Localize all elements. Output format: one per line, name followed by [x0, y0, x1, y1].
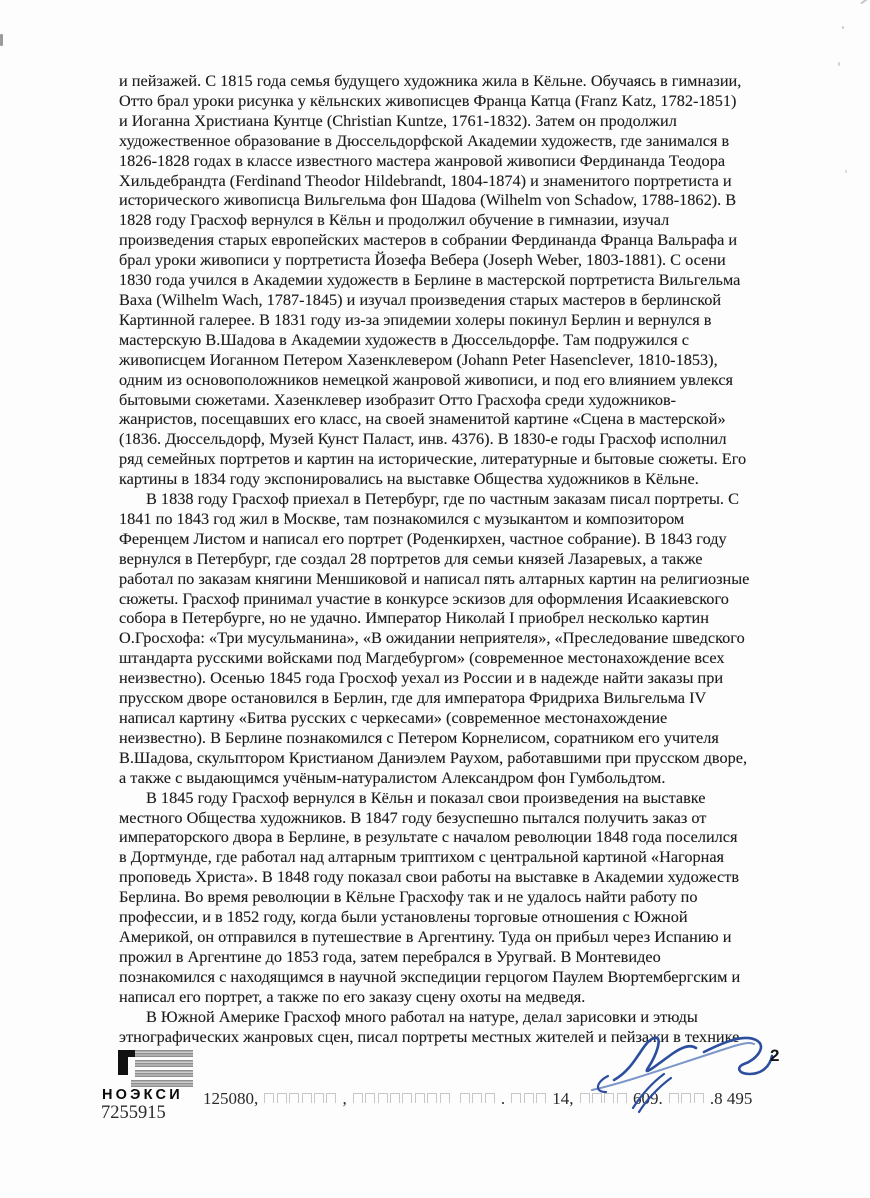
missing-glyph-box: [390, 1093, 400, 1103]
address-text: ,: [342, 1089, 347, 1108]
text-line: штандарта русскими войсками под Магдебургом» (современное местонахождение всех: [119, 648, 725, 668]
logo-stripe: [135, 1060, 193, 1067]
missing-glyph-group: [263, 1089, 337, 1109]
missing-glyph-box: [511, 1093, 521, 1103]
text-line: В.Шадова, скульптором Кристианом Даниэлем Раухом, работавшими при прусском дворе,: [119, 747, 748, 767]
text-line: художественное образование в Дюссельдорфской Академии художеств, где занимался в: [119, 130, 730, 150]
text-line: брал уроки живописи у портретиста Йозефа Вебера (Joseph Weber, 1803-1881). С осени: [119, 250, 726, 270]
logo-square-icon: [118, 1050, 127, 1057]
address-text: 14,: [552, 1089, 574, 1108]
text-line: В Южной Америке Грасхоф много работал на натуре, делал зарисовки и этюды: [146, 1006, 698, 1026]
missing-glyph-box: [472, 1093, 482, 1103]
text-line: В 1845 году Грасхоф вернулся в Кёльн и показал свои произведения на выставке: [146, 787, 706, 807]
text-line: 1828 году Грасхоф вернулся в Кёльн и продолжил обучение в гимназии, изучал: [119, 210, 670, 230]
text-line: написал его портрет, а также по его заказу сцену охоты на медведя.: [119, 986, 586, 1006]
text-line: и Иоганна Христиана Кунтце (Christian Kuntze, 1761-1832). Затем он продолжил: [119, 110, 677, 130]
missing-glyph-box: [427, 1093, 437, 1103]
text-line: неизвестно). Осенью 1845 года Гросхоф уехал из России и в надежде найти заказы при: [119, 668, 724, 688]
text-line: бытовыми сюжетами. Хазенклевер изобразит Отто Грасхофа среди художников-: [119, 389, 677, 409]
signature: [578, 1020, 790, 1138]
missing-glyph-group: [510, 1089, 547, 1109]
scan-speck: [842, 26, 844, 29]
missing-glyph-box: [440, 1093, 450, 1103]
scan-speck: [845, 170, 847, 173]
text-line: познакомился с находящимся в научной экспедиции герцогом Паулем Вюртембергским и: [119, 966, 741, 986]
text-line: неизвестно). В Берлине познакомился с Петером Корнелисом, соратником его учителя: [119, 727, 719, 747]
text-line: (1836. Дюссельдорф, Музей Кунст Паласт, инв. 4376). В 1830-е годы Грасхоф исполнил: [119, 429, 727, 449]
missing-glyph-box: [402, 1093, 412, 1103]
text-line: вернулся в Петербург, где создал 28 портретов для семьи князей Лазаревых, а также: [119, 548, 703, 568]
text-line: в Дортмунде, где работал над алтарным триптихом с центральной картиной «Нагорная: [119, 847, 725, 867]
address-text: .8 495: [709, 1089, 753, 1108]
missing-glyph-box: [289, 1093, 299, 1103]
text-line: прожил в Аргентине до 1853 года, затем перебрался в Уругвай. В Монтевидео: [119, 946, 661, 966]
missing-glyph-box: [415, 1093, 425, 1103]
text-line: Америкой, он отправился в путешествие в Аргентину. Туда он прибыл через Испанию и: [119, 926, 732, 946]
text-line: Берлина. Во время революции в Кёльне Грасхофу так и не удалось найти работу по: [119, 887, 698, 907]
scan-speck: [0, 34, 3, 46]
text-line: В 1838 году Грасхоф приехал в Петербург, где по частным заказам писал портреты. С: [146, 489, 739, 509]
missing-glyph-box: [460, 1093, 470, 1103]
missing-glyph-box: [326, 1093, 336, 1103]
address-text: 609.: [633, 1089, 663, 1108]
signature-stroke: [639, 1078, 671, 1112]
text-line: прусском дворе остановился в Берлин, где для императора Фридриха Вильгельма IV: [119, 688, 707, 708]
logo-number: 7255915: [101, 1103, 166, 1123]
text-line: произведения старых европейских мастеров в собрании Фердинанда Франца Вальрафа и: [119, 230, 738, 250]
text-line: 1830 года учился в Академии художеств в Берлине в мастерской портретиста Вильгельма: [119, 270, 741, 290]
scan-speck: [838, 62, 840, 66]
text-line: императорского двора в Берлине, в результате с началом революции 1848 года поселился: [119, 827, 738, 847]
address-text: 125080,: [203, 1089, 259, 1108]
text-line: мастерскую В.Шадова в Академии художеств в Дюссельдорфе. Там подружился с: [119, 329, 690, 349]
text-line: Хильдебрандта (Ferdinand Theodor Hildebrandt, 1804-1874) и знаменитого портретиста и: [119, 170, 732, 190]
text-line: Картинной галерее. В 1831 году из-за эпидемии холеры покинул Берлин и вернулся в: [119, 309, 712, 329]
missing-glyph-box: [277, 1093, 287, 1103]
text-line: 1826-1828 годах в классе известного мастера жанровой живописи Фердинанда Теодора: [119, 150, 726, 170]
text-line: сюжеты. Грасхоф принимал участие в конкурсе эскизов для оформления Исаакиевского: [119, 588, 729, 608]
text-line: 1841 по 1843 год жил в Москве, там познакомился с музыкантом и композитором: [119, 508, 685, 528]
text-line: исторического живописца Вильгельма фон Шадова (Wilhelm von Schadow, 1788-1862). В: [119, 190, 737, 210]
text-line: собора в Петербурге, но не удачно. Император Николай I приобрел несколько картин: [119, 608, 709, 628]
text-line: написал картину «Битва русских с черкесами» (современное местонахождение: [119, 708, 668, 727]
text-line: местного Общества художников. В 1847 году безуспешно пытался получить заказ от: [119, 807, 707, 827]
text-line: проповедь Христа». В 1848 году показал свои работы на выставке в Академии художеств: [119, 867, 740, 887]
missing-glyph-box: [485, 1093, 495, 1103]
text-line: а также с выдающимся учёным-натуралистом Александром фон Гумбольдтом.: [119, 767, 666, 787]
signature-stroke: [633, 1074, 664, 1108]
text-line: О.Гросхофа: «Три мусульманина», «В ожидании неприятеля», «Преследование шведского: [119, 628, 745, 648]
signature-stroke: [614, 1038, 696, 1080]
missing-glyph-group: [459, 1089, 496, 1109]
missing-glyph-box: [353, 1093, 363, 1103]
missing-glyph-box: [365, 1093, 375, 1103]
text-line: работал по заказам княгини Меншиковой и написал пять алтарных картин на религиозные: [119, 568, 750, 588]
missing-glyph-box: [264, 1093, 274, 1103]
text-line: этнографических жанровых сцен, писал портреты местных жителей и пейзажи в технике: [119, 1026, 740, 1046]
noexi-logo-mark: [118, 1050, 198, 1090]
text-line: живописцем Иоганном Петером Хазенклевером (Johann Peter Hasenclever, 1810-1853),: [119, 349, 718, 369]
missing-glyph-group: [352, 1089, 451, 1109]
signature-stroke: [704, 1038, 772, 1074]
text-line: картины в 1834 году экспонировались на выставке Общества художников в Кёльне.: [119, 469, 699, 489]
logo-stripe: [131, 1080, 193, 1087]
signature-stroke: [598, 1076, 608, 1092]
missing-glyph-box: [524, 1093, 534, 1103]
document-body: [119, 71, 819, 1046]
text-line: и пейзажей. С 1815 года семья будущего художника жила в Кёльне. Обучаясь в гимназии,: [119, 71, 742, 90]
address-text: .: [500, 1089, 506, 1108]
signature-stroke: [592, 1043, 754, 1090]
missing-glyph-box: [378, 1093, 388, 1103]
text-line: жанристов, посещавших его класс, на своей знаменитой картине «Сцена в мастерской»: [119, 409, 726, 429]
missing-glyph-box: [536, 1093, 546, 1103]
missing-glyph-box: [302, 1093, 312, 1103]
logo-stripe: [135, 1070, 193, 1077]
page-number: 2: [770, 1046, 780, 1065]
logo-wordmark: НОЭКСИ: [102, 1087, 183, 1103]
text-line: Отто брал уроки рисунка у кёльнских живописцев Франца Катца (Franz Katz, 1782-1851): [119, 90, 737, 110]
text-line: Ваха (Wilhelm Wach, 1787-1845) и изучал произведения старых мастеров в берлинской: [119, 289, 722, 309]
scan-speck: [860, 0, 869, 4]
text-line: профессии, и в 1852 году, когда были установлены торговые отношения с Южной: [119, 907, 688, 927]
text-line: одним из основоположников немецкой жанровой живописи, и под его влиянием увлекся: [119, 369, 734, 389]
text-line: ряд семейных портретов и картин на исторические, литературные и бытовые сюжеты. Его: [119, 449, 747, 469]
missing-glyph-box: [314, 1093, 324, 1103]
logo-stripe: [135, 1050, 193, 1057]
text-line: Ференцем Листом и написал его портрет (Роденкирхен, частное собрание). В 1843 году: [119, 528, 727, 548]
